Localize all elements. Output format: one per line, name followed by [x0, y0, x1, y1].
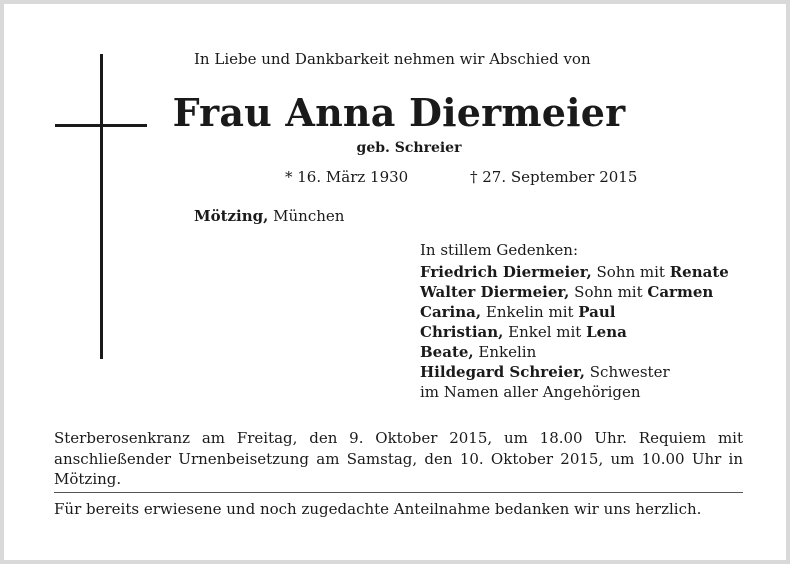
death-date: † 27. September 2015	[470, 168, 638, 186]
mourner-relation: Schwester	[585, 363, 670, 381]
maiden-name: geb. Schreier	[356, 140, 462, 156]
mourner-line	[420, 362, 729, 382]
mourner-partner: Renate	[669, 263, 729, 281]
service-details: Sterberosenkranz am Freitag, den 9. Oktober 2015, um 18.00 Uhr. Requiem mit anschließender Urnenbeisetzung am Samstag, den 10. Oktober 2015, um 10.00 Uhr in Mötzing.	[54, 429, 743, 488]
mourners-heading: In stillem Gedenken:	[420, 241, 579, 259]
mourner-line	[420, 302, 729, 322]
mourner-closing: im Namen aller Angehörigen	[420, 383, 641, 401]
mourner-partner: Lena	[586, 323, 627, 341]
mourner-relation: Enkelin mit	[481, 303, 579, 321]
mourner-relation: Enkel mit	[503, 323, 587, 341]
mourner-partner: Paul	[578, 303, 616, 321]
mourner-line	[420, 262, 729, 282]
divider	[54, 492, 743, 493]
mourner-line	[420, 382, 729, 402]
place-primary: Mötzing,	[194, 207, 269, 225]
intro-text: In Liebe und Dankbarkeit nehmen wir Abschied von	[194, 50, 591, 68]
mourner-partner: Carmen	[647, 283, 714, 301]
thanks-text: Für bereits erwiesene und noch zugedachte Anteilnahme bedanken wir uns herzlich.	[54, 500, 702, 518]
mourner-relation: Sohn mit	[591, 263, 670, 281]
mourner-name: Beate,	[420, 343, 474, 361]
mourner-name: Friedrich Diermeier,	[420, 263, 592, 281]
mourner-line	[420, 322, 729, 342]
deceased-name: Frau Anna Diermeier	[172, 90, 626, 135]
places	[194, 207, 344, 225]
mourner-line	[420, 282, 729, 302]
birth-date: * 16. März 1930	[285, 168, 409, 186]
mourner-relation: Enkelin	[473, 343, 537, 361]
mourner-name: Walter Diermeier,	[420, 283, 570, 301]
mourner-name: Carina,	[420, 303, 482, 321]
mourners-block	[420, 240, 729, 402]
mourner-line	[420, 342, 729, 362]
mourner-relation: Sohn mit	[569, 283, 648, 301]
mourner-name: Hildegard Schreier,	[420, 363, 586, 381]
mourner-name: Christian,	[420, 323, 504, 341]
place-secondary: München	[268, 207, 345, 225]
